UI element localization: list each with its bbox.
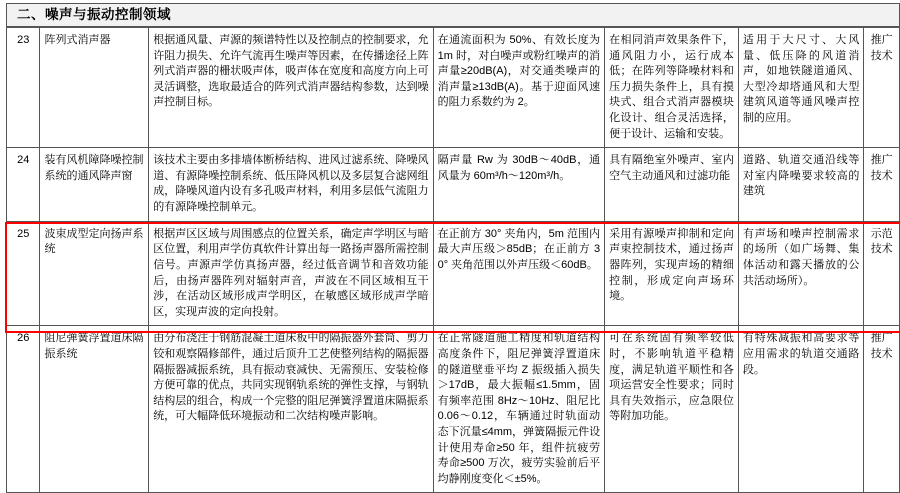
table-row bbox=[7, 28, 900, 148]
status-badge: 示范技术 bbox=[864, 221, 900, 326]
row-number: 23 bbox=[7, 28, 40, 148]
section-header: 二、噪声与振动控制领域 bbox=[6, 3, 900, 27]
row-description: 根据通风量、声源的频谱特性以及控制点的控制要求，允许阻力损失、允许气流再生噪声等因素，在传播途径上阵列式消声器的栅状吸声体，吸声体在宽度和高度方向上可灵活调整，选取最适合的阵列式消声器结构参数，达到噪声控制目标。 bbox=[149, 28, 433, 148]
row-scope: 适用于大尺寸、大风量、低压降的风道消声，如地铁隧道通风、大型冷却塔通风和大型建筑风道等通风噪声控制的应用。 bbox=[738, 28, 863, 148]
row-technology-name: 装有风机障降噪控制系统的通风降声窗 bbox=[40, 148, 149, 221]
technology-catalog-table bbox=[6, 27, 900, 493]
row-conditions: 在相同消声效果条件下，通风阻力小，运行成本低；在阵列等降噪材料和压力损失条件上，具有摸块式、组合式消声器模块化设计、组合灵活选择，便于设计、运输和安装。 bbox=[605, 28, 739, 148]
status-badge: 推广技术 bbox=[864, 148, 900, 221]
row-scope: 有特殊减振和高要求等应用需求的轨道交通路段。 bbox=[738, 326, 863, 493]
row-conditions: 可在系统固有频率较低时，不影响轨道平稳精度，满足轨道平顺性和各项运营安全性要求；同时具有失效指示，应急限位等附加功能。 bbox=[605, 326, 739, 493]
table-row bbox=[7, 148, 900, 221]
row-scope: 道路、轨道交通沿线等对室内降噪要求较高的建筑 bbox=[738, 148, 863, 221]
row-number: 26 bbox=[7, 326, 40, 493]
row-conditions: 具有隔绝室外噪声、室内空气主动通风和过滤功能 bbox=[605, 148, 739, 221]
row-indicators: 在通流面积为 50%、有效长度为 1m 时，对白噪声或粉红噪声的消声量≥20dB(A)，对交通类噪声的消声量≥13dB(A)。基于迎面风速的阻力系数约为 2。 bbox=[433, 28, 604, 148]
row-indicators: 隔声量 Rw 为 30dB～40dB，通风量为 60m³/h～120m³/h。 bbox=[433, 148, 604, 221]
status-badge: 推广技术 bbox=[864, 326, 900, 493]
row-description: 由分布浇注于钢筋混凝土道床板中的隔振器外套筒、剪力铰和观察隔修部件，通过后顶升工艺使整列结构的隔振器隔振器减振系统，具有振动衰减快、无需预压、安装检修方便可靠的优点，共同实现钢轨系统的弹性支撑，与钢轨结构层的组合，构成一个完整的阻尼弹簧浮置道床隔振系统，可大幅降低环境振动和二次结构噪声影响。 bbox=[149, 326, 433, 493]
table-row bbox=[7, 326, 900, 493]
row-description: 该技术主要由多排墙体断桥结构、进风过滤系统、降噪风道、有源降噪控制系统、低压降风机以及多层复合滤网组成，降噪风道内设有多孔吸声材料，利用多层低气流阻力的有源降噪控制单元。 bbox=[149, 148, 433, 221]
row-number: 24 bbox=[7, 148, 40, 221]
row-technology-name: 波束成型定向扬声系统 bbox=[40, 221, 149, 326]
table-row-highlighted bbox=[7, 221, 900, 326]
row-indicators: 在正常隧道施工精度和轨道结构高度条件下，阻尼弹簧浮置道床的隧道壁垂平均 Z 振级插入损失＞17dB，最大振幅≤1.5mm，固有频率范围 8Hz～10Hz、阻尼比 0.06～0.12，车辆通过时轨面动态下沉量≤4mm，弹簧隔振元件设计使用寿命≥50 年，组件抗疲劳寿命≥500 万次，疲劳实验前后平均静刚度变化＜±5%。 bbox=[433, 326, 604, 493]
row-scope: 有声场和噪声控制需求的场所（如广场舞、集体活动和露天播放的公共活动场所）。 bbox=[738, 221, 863, 326]
row-description: 根据声区区域与周围感点的位置关系，确定声学明区与暗区位置，利用声学仿真软件计算出每一路扬声器所需控制信号。声源声学仿真扬声器，经过低音调节和音效功能后，由扬声器阵列对辐射声音，声波在不同区域相互干涉，在活动区域形成声学明区，在敏感区域形成声学暗区，实现声波的定向投射。 bbox=[149, 221, 433, 326]
row-number: 25 bbox=[7, 221, 40, 326]
row-technology-name: 阵列式消声器 bbox=[40, 28, 149, 148]
status-badge: 推广技术 bbox=[864, 28, 900, 148]
row-technology-name: 阻尼弹簧浮置道床隔振系统 bbox=[40, 326, 149, 493]
document-page bbox=[0, 3, 900, 445]
row-indicators: 在正前方 30° 夹角内，5m 范围内最大声压级＞85dB；在正前方 30° 夹角范围以外声压级＜60dB。 bbox=[433, 221, 604, 326]
row-conditions: 采用有源噪声抑制和定向声束控制技术，通过扬声器阵列，实现声场的精细控制，形成定向声场环境。 bbox=[605, 221, 739, 326]
